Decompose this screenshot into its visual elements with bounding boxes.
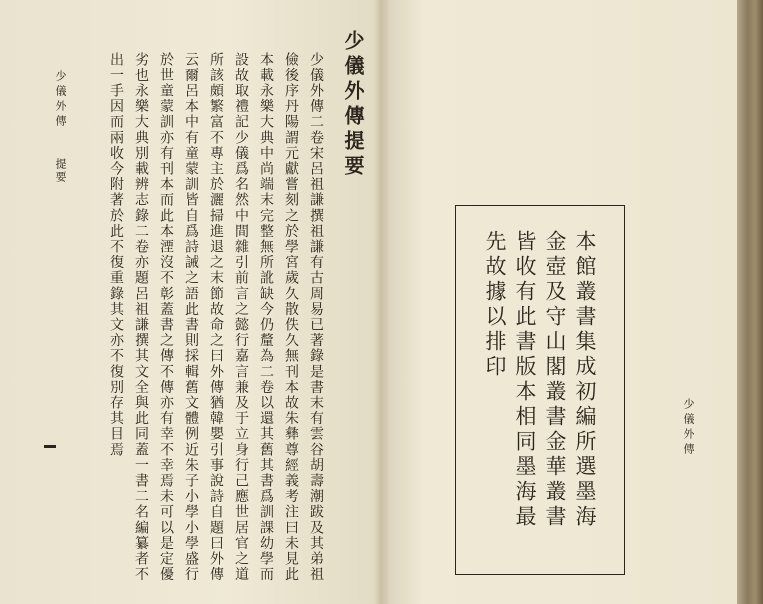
page-title: 少儀外傳提要 [341, 30, 365, 180]
book-edge [737, 0, 763, 604]
folio-number [44, 445, 56, 448]
abstract-text-block [108, 30, 380, 590]
abstract-body [108, 52, 328, 592]
publisher-notice-box [455, 205, 625, 575]
running-section-left: 提要 [54, 158, 67, 184]
publisher-notice-text: 本館叢書集成初編所選墨海金壺及守山閣叢書金華叢書皆收有此書版本相同墨海最先故據以排印 [483, 230, 597, 530]
running-title-left: 少儀外傳 [54, 70, 67, 130]
abstract-paragraph: 少儀外傳二卷宋呂祖謙撰祖謙有古周易已著錄是書末有雲谷胡壽潮跋及其弟祖儉後序丹陽謂元獻嘗刻之於學宮歲久散佚久無刊本故朱彝尊經義考注曰未見此本載永樂大典中尚端末完整無所訛缺今仍釐為二卷以還其舊其書爲訓課幼學而設故取禮記少儀爲名然中間雜引前言之懿行嘉言兼及于立身行己應世居官之道所該頗繁富不專主於灑掃進退之末節故命之曰外傳猶韓嬰引事說詩自題曰外傳云爾呂本中有童蒙訓皆自爲詩誡之語此書則採輯舊文體例近朱子小學小學盛行於世童蒙訓亦有刊本而此本湮沒不彰蓋書之傳不傳亦有幸不幸焉未可以是定優劣也永樂大典別載辨志錄二卷亦題呂祖謙撰其文全與此同蓋一書二名編纂者不出一手因而兩收今附著於此不復重錄其文亦不復別存其目焉 [108, 52, 324, 583]
running-title-right: 少儀外傳 [682, 398, 695, 458]
